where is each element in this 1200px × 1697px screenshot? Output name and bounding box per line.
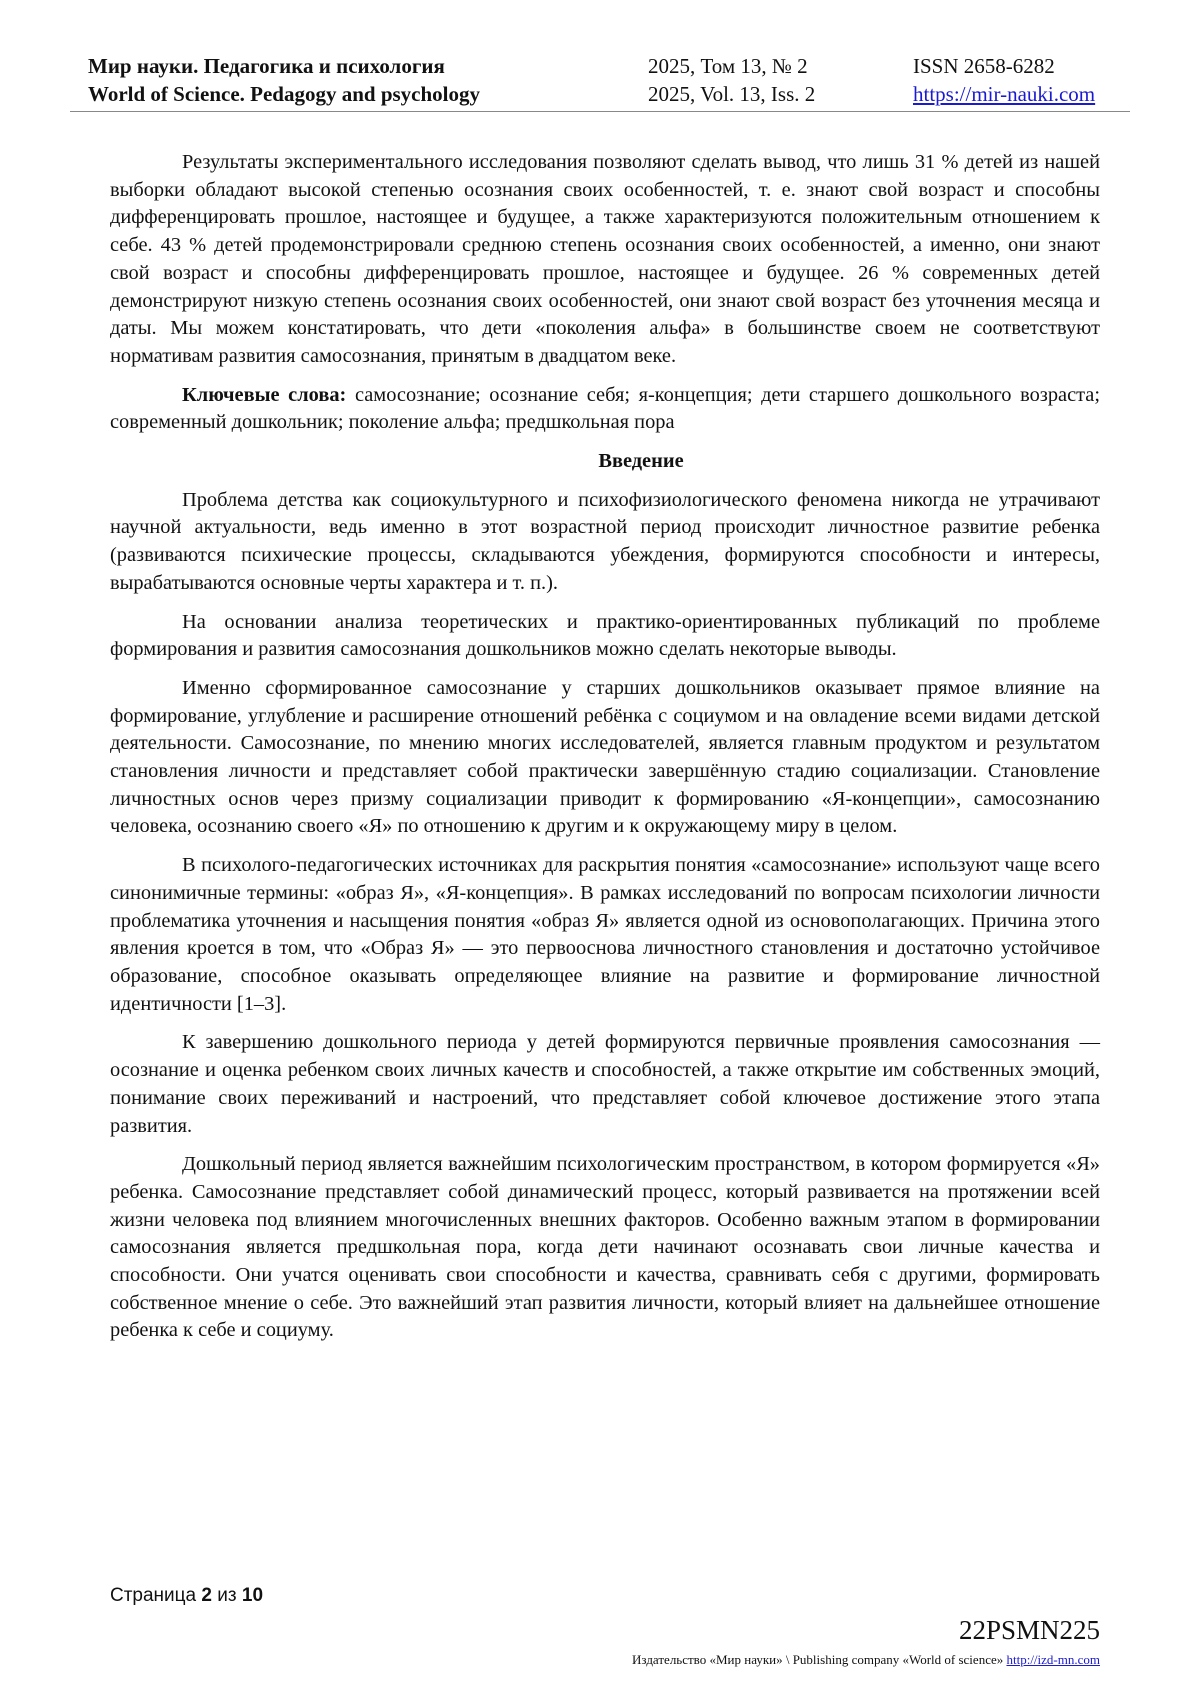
keywords-text: самосознание; осознание себя; я-концепция; дети старшего дошкольного возраста; современный дошкольник; поколение альфа; предшкольная пора (110, 383, 1100, 434)
intro-paragraph-1: Проблема детства как социокультурного и психофизиологического феномена никогда не утрачивают научной актуальности, ведь именно в этот возрастной период происходит личностное развитие ребенка (развиваются психические процессы, складываются убеждения, формируются способности и интересы, вырабатываются основные черты характера и т. п.). (110, 488, 1100, 594)
page-body (110, 149, 1100, 1356)
issue-info-ru: 2025, Том 13, № 2 (648, 54, 808, 78)
intro-paragraph-3: Именно сформированное самосознание у старших дошкольников оказывает прямое влияние на формирование, углубление и расширение отношений ребёнка с социумом и на овладение всеми видами детской деятельности. Самосознание, по мнению многих исследователей, является главным продуктом и результатом становления личности и представляет собой практически завершённую стадию социализации. Становление личностных основ через призму социализации приводит к формированию «Я-концепции», самосознанию человека, осознанию своего «Я» по отношению к другим и к окружающему миру в целом. (110, 676, 1100, 838)
page-prefix: Страница (110, 1585, 202, 1606)
page-current: 2 (201, 1585, 212, 1606)
header-divider (70, 111, 1130, 112)
keywords-label: Ключевые слова: (182, 383, 347, 406)
section-title-introduction: Введение (598, 450, 684, 473)
publisher-line (632, 1652, 1100, 1668)
journal-url-link[interactable]: https://mir-nauki.com (913, 82, 1096, 106)
issn-block (913, 52, 1095, 108)
article-code: 22PSMN225 (958, 1615, 1100, 1645)
intro-paragraph-5: К завершению дошкольного периода у детей формируются первичные проявления самосознания — осознание и оценка ребенком своих личных качеств и способностей, а также открытие им собственных эмоций, понимание своих переживаний и настроений, что представляет собой ключевое достижение этого этапа развития. (110, 1031, 1100, 1137)
journal-title-en: World of Science. Pedagogy and psychology (88, 82, 481, 106)
publisher-text: Издательство «Мир науки» \ Publishing company «World of science» (632, 1652, 1007, 1667)
keywords-paragraph (110, 382, 1100, 437)
intro-paragraph-4: В психолого-педагогических источниках для раскрытия понятия «самосознание» используют чаще всего синонимичные термины: «образ Я», «Я-концепция». В рамках исследований по вопросам психологии личности проблематика уточнения и насыщения понятия «образ Я» является одной из основополагающих. Причина этого явления кроется в том, что «Образ Я» — это первооснова личностного становления и достаточно устойчивое образование, способное оказывать определяющее влияние на развитие и формирование личностной идентичности [1–3]. (110, 854, 1100, 1015)
issue-info-en: 2025, Vol. 13, Iss. 2 (648, 82, 816, 106)
page-of: из (211, 1585, 242, 1606)
issue-info (648, 52, 815, 108)
intro-paragraph-6: Дошкольный период является важнейшим психологическим пространством, в котором формируется «Я» ребенка. Самосознание представляет собой динамический процесс, который развивается на протяжении всей жизни человека под влиянием многочисленных внешних факторов. Особенно важным этапом в формировании самосознания является предшкольная пора, когда дети начинают осознавать свои личные качества и способности. Они учатся оценивать свои способности и качества, сравнивать себя с другими, формировать собственное мнение о себе. Это важнейший этап развития личности, который влияет на дальнейшее отношение ребенка к себе и социуму. (110, 1153, 1100, 1342)
page-total: 10 (241, 1585, 264, 1606)
issn: ISSN 2658-6282 (913, 54, 1055, 78)
page-number (110, 1585, 263, 1607)
intro-paragraph-2: На основании анализа теоретических и практико-ориентированных публикаций по проблеме формирования и развития самосознания дошкольников можно сделать некоторые выводы. (110, 610, 1100, 661)
journal-title-ru: Мир науки. Педагогика и психология (88, 54, 445, 78)
journal-title (88, 52, 480, 108)
running-header (88, 52, 1116, 112)
publisher-url-link[interactable]: http://izd-mn.com (1006, 1652, 1100, 1667)
abstract-results-paragraph: Результаты экспериментального исследования позволяют сделать вывод, что лишь 31 % детей из нашей выборки обладают высокой степенью осознания своих особенностей, т. е. знают свой возраст и способны дифференцировать прошлое, настоящее и будущее, а также характеризуются положительным отношением к себе. 43 % детей продемонстрировали среднюю степень осознания своих особенностей, а именно, они знают свой возраст и способны дифференцировать прошлое, настоящее и будущее. 26 % современных детей демонстрируют низкую степень осознания своих особенностей, они знают свой возраст без уточнения месяца и даты. Мы можем констатировать, что дети «поколения альфа» в большинстве своем не соответствуют нормативам развития самосознания, принятым в двадцатом веке. (110, 151, 1100, 367)
